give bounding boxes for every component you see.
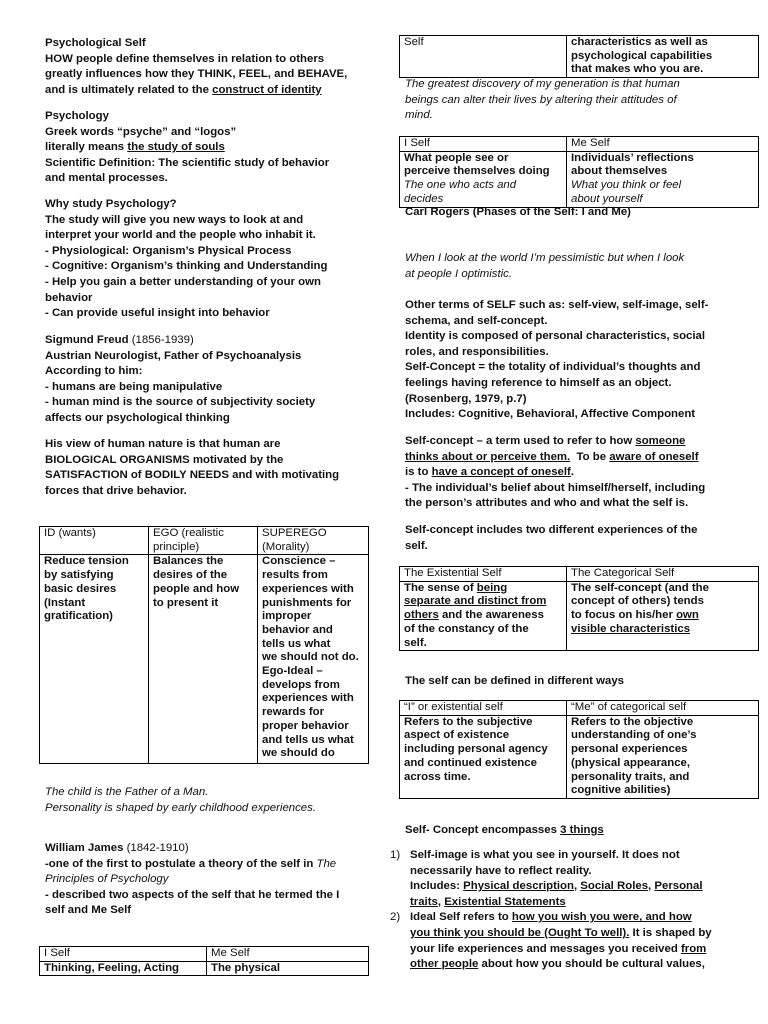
text-line: Other terms of SELF such as: self-view, self-image, self- — [405, 299, 709, 311]
text-line: Principles of Psychology — [45, 873, 169, 886]
quote-line: When I look at the world I’m pessimistic but when I look — [405, 252, 685, 264]
table-cell: Refers to the objective understanding of one’s personal experiences (physical appearance, personality traits, and cognitive abilities) — [567, 715, 759, 798]
text-line: Self-concept – a term used to refer to how someone — [405, 435, 686, 447]
text-line: Greek words “psyche” and “logos” — [45, 125, 237, 138]
text-line: Includes: Physical description, Social Roles, Personal — [410, 880, 703, 893]
quote-line: beings can alter their lives by altering their attitudes of — [405, 93, 677, 106]
text-line: Self-Concept = the totality of individual’s thoughts and — [405, 361, 701, 374]
text-line: self. — [405, 539, 428, 552]
text-line: interpret your world and the people who inhabit it. — [45, 229, 316, 242]
text-line: The self can be defined in different ways — [405, 675, 625, 687]
defined-ways-line — [405, 674, 624, 690]
numbered-list — [390, 848, 730, 973]
text-line: behavior — [45, 291, 93, 304]
text-line: (Rosenberg, 1979, p.7) — [405, 392, 527, 405]
table-row — [400, 581, 759, 651]
text-line: affects our psychological thinking — [45, 411, 230, 424]
table-cell: EGO (realistic principle) — [149, 527, 258, 555]
table-cell: Balances the desires of the people and how to present it — [149, 555, 258, 764]
self-definition-table — [399, 35, 759, 78]
text-line: and is ultimately related to the construct of identity — [45, 83, 322, 96]
quote-block — [45, 785, 316, 816]
text-line: and mental processes. — [45, 172, 168, 185]
text-line: SATISFACTION of BODILY NEEDS and with motivating — [45, 469, 340, 482]
list-number: 2) — [390, 911, 401, 924]
text-line: - Cognitive: Organism’s thinking and Understanding — [45, 260, 328, 273]
text-line: other people about how you should be cultural values, — [410, 958, 705, 971]
table-row — [400, 36, 759, 78]
quote-line: The greatest discovery of my generation is that human — [405, 78, 680, 90]
text-line: Self-image is what you see in yourself. It does not — [410, 849, 680, 861]
text-line: feelings having reference to himself as an object. — [405, 376, 672, 389]
table-header-row — [40, 527, 369, 555]
text-line: self and Me Self — [45, 904, 132, 917]
text-line: His view of human nature is that human are — [45, 438, 281, 450]
psychology-section — [45, 109, 329, 187]
quote-line: at people I optimistic. — [405, 267, 512, 280]
table-row — [40, 961, 369, 976]
text-line: Self- Concept encompasses 3 things — [405, 824, 604, 836]
why-study-section — [45, 197, 327, 322]
table-header-row — [400, 701, 759, 716]
list-item — [390, 848, 730, 910]
id-ego-superego-table — [39, 526, 369, 764]
table-cell: “I” or existential self — [400, 701, 567, 716]
table-cell: Me Self — [207, 947, 369, 962]
text-line: Self-concept includes two different experiences of the — [405, 524, 698, 536]
text-line: BIOLOGICAL ORGANISMS motivated by the — [45, 453, 284, 466]
table-cell: “Me” of categorical self — [567, 701, 759, 716]
text-line: Scientific Definition: The scientific study of behavior — [45, 156, 330, 169]
text-line: thinks about or perceive them. To be aware of oneself — [405, 450, 699, 463]
table-cell: What people see or perceive themselves doing The one who acts and decides — [400, 151, 567, 207]
i-me-existential-table — [399, 700, 759, 799]
table-row — [40, 555, 369, 764]
text-line: Carl Rogers (Phases of the Self: I and Me) — [405, 206, 631, 218]
list-number: 1) — [390, 849, 401, 861]
quote-block — [405, 77, 680, 124]
section-title: Psychological Self — [45, 37, 146, 49]
text-line: schema, and self-concept. — [405, 314, 548, 327]
table-header-row — [40, 947, 369, 962]
table-cell: The sense of being separate and distinct from others and the awareness of the constancy of the self. — [400, 581, 567, 651]
table-cell: Me Self — [567, 137, 759, 152]
table-cell: Reduce tension by satisfying basic desires (Instant gratification) — [40, 555, 149, 764]
quote-block — [405, 251, 684, 282]
two-experiences-line — [405, 523, 697, 554]
table-header-row — [400, 137, 759, 152]
text-line: is to have a concept of oneself. — [405, 466, 575, 479]
psychological-self-section — [45, 36, 347, 98]
table-cell: SUPEREGO (Morality) — [258, 527, 369, 555]
text-line: the person’s attributes and who and what the self is. — [405, 497, 689, 510]
section-title: William James (1842-1910) — [45, 842, 189, 854]
table-cell: Self — [400, 36, 567, 78]
text-line: - The individual’s belief about himself/herself, including — [405, 481, 706, 494]
quote-line: Personality is shaped by early childhood experiences. — [45, 801, 317, 814]
existential-categorical-table — [399, 566, 759, 651]
table-cell: I Self — [400, 137, 567, 152]
text-line: your life experiences and messages you received from — [410, 942, 707, 955]
table-cell: I Self — [40, 947, 207, 962]
text-line: The study will give you new ways to look at and — [45, 213, 304, 226]
quote-line: The child is the Father of a Man. — [45, 786, 209, 798]
text-line: roles, and responsibilities. — [405, 345, 549, 358]
table-header-row — [400, 567, 759, 582]
text-line: Identity is composed of personal characteristics, social — [405, 330, 706, 343]
section-title: Why study Psychology? — [45, 198, 177, 210]
i-self-me-self-table — [399, 136, 759, 208]
table-cell: Refers to the subjective aspect of existence including personal agency and continued existence across time. — [400, 715, 567, 798]
quote-line: mind. — [405, 109, 433, 122]
table-cell: The Existential Self — [400, 567, 567, 582]
table-cell: Conscience – results from experiences with punishments for improper behavior and tells us what we should not do. Ego-Ideal – develops from experiences with rewards for proper behavior and tells us what we should do — [258, 555, 369, 764]
encompass-line — [405, 823, 604, 839]
section-title: Psychology — [45, 110, 109, 122]
text-line: HOW people define themselves in relation to others — [45, 52, 325, 65]
table-cell: characteristics as well as psychological capabilities that makes who you are. — [567, 36, 759, 78]
self-terms-section — [405, 298, 708, 423]
section-title: Sigmund Freud (1856-1939) — [45, 334, 194, 346]
text-line: - humans are being manipulative — [45, 380, 223, 393]
text-line: - human mind is the source of subjectivity society — [45, 396, 316, 409]
text-line: - described two aspects of the self that he termed the I — [45, 888, 340, 901]
text-line: literally means the study of souls — [45, 141, 225, 154]
william-james-section — [45, 841, 339, 919]
text-line: necessarily have to reflect reality. — [410, 864, 592, 877]
table-cell: The physical — [207, 961, 369, 976]
text-line: greatly influences how they THINK, FEEL, and BEHAVE, — [45, 68, 348, 81]
self-concept-section — [405, 434, 705, 512]
text-line: Includes: Cognitive, Behavioral, Affective Component — [405, 408, 696, 421]
text-line: Austrian Neurologist, Father of Psychoanalysis — [45, 349, 302, 362]
text-line: - Physiological: Organism’s Physical Process — [45, 244, 292, 257]
table-cell: The Categorical Self — [567, 567, 759, 582]
table-cell: ID (wants) — [40, 527, 149, 555]
list-item — [390, 910, 730, 972]
text-line: -one of the first to postulate a theory of the self in The — [45, 857, 337, 870]
text-line: forces that drive behavior. — [45, 484, 187, 497]
i-me-self-table — [39, 946, 369, 976]
text-line: traits, Existential Statements — [410, 895, 566, 908]
text-line: - Help you gain a better understanding of your own — [45, 275, 321, 288]
text-line: you think you should be (Ought To well). It is shaped by — [410, 926, 712, 939]
table-cell: The self-concept (and the concept of others) tends to focus on his/her own visible characteristics — [567, 581, 759, 651]
text-line: - Can provide useful insight into behavior — [45, 307, 270, 320]
table-row — [400, 715, 759, 798]
table-cell: Thinking, Feeling, Acting — [40, 961, 207, 976]
text-line: According to him: — [45, 365, 143, 378]
freud-section — [45, 333, 315, 427]
table-row — [400, 151, 759, 207]
text-line: Ideal Self refers to how you wish you were, and how — [410, 911, 692, 924]
carl-rogers-line — [405, 205, 631, 221]
human-nature-section — [45, 437, 339, 499]
table-cell: Individuals’ reflections about themselves What you think or feel about yourself — [567, 151, 759, 207]
